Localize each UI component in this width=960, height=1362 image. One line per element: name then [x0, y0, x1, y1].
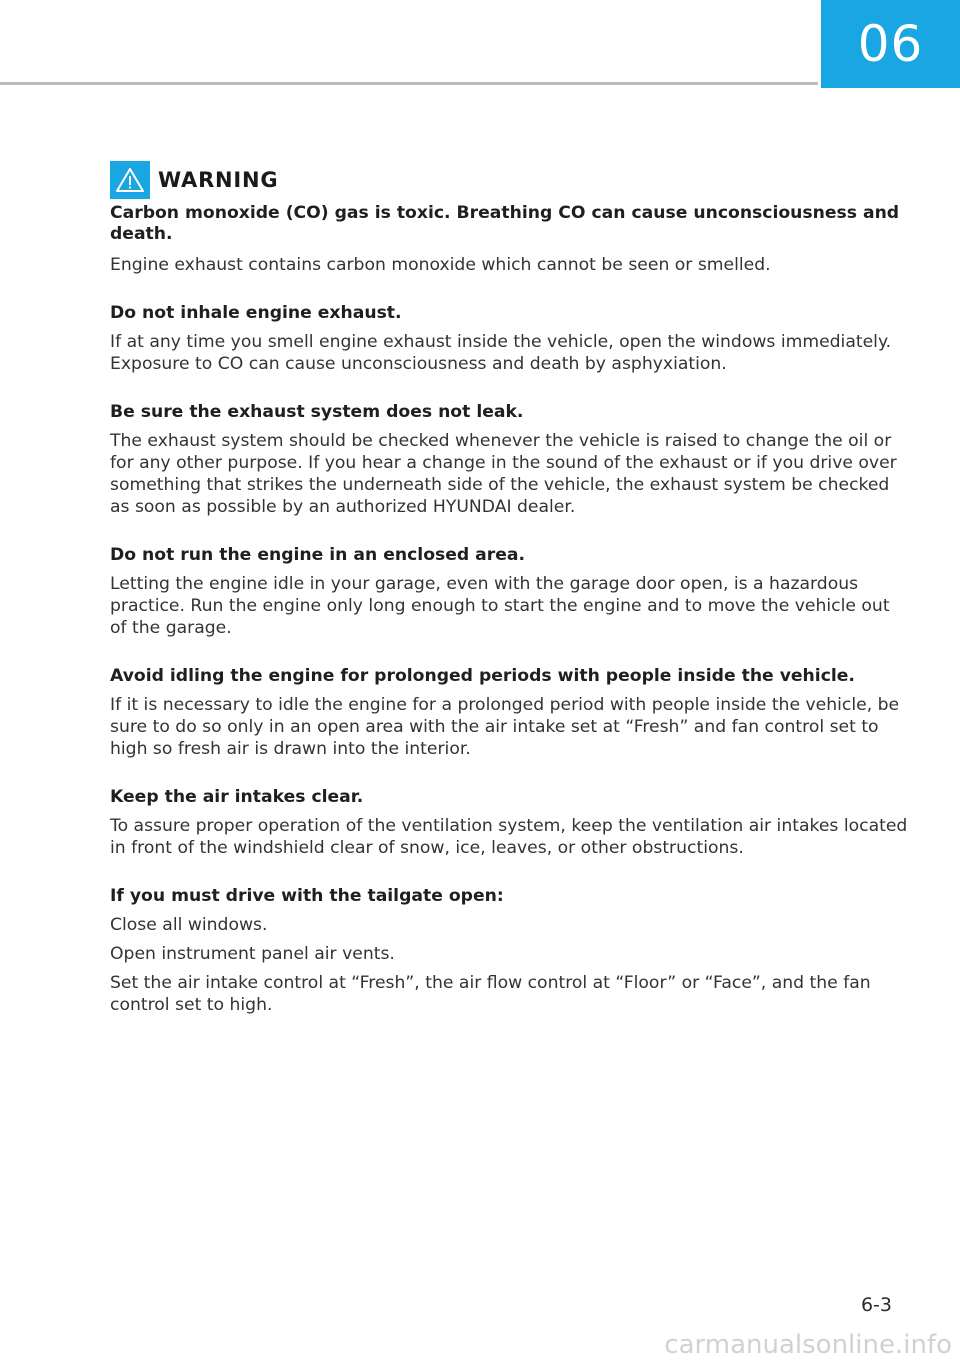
section-paragraph: If it is necessary to idle the engine for a prolonged period with people inside the vehicle, be sure to do so only in an open area with the air intake set at “Fresh” and fan control set to high so fresh air is drawn into the interior.: [110, 695, 900, 759]
section-heading: Keep the air intakes clear.: [110, 787, 364, 807]
section-enclosed-area: [110, 544, 910, 639]
warning-lead: Carbon monoxide (CO) gas is toxic. Breathing CO can cause unconsciousness and death.: [110, 203, 900, 244]
warning-triangle-icon: [110, 161, 150, 199]
section-tailgate-open: [110, 885, 910, 1016]
section-heading: Be sure the exhaust system does not leak.: [110, 402, 524, 422]
section-paragraph: Close all windows.: [110, 915, 268, 935]
section-air-intakes: [110, 786, 910, 859]
watermark: carmanualsonline.info: [664, 1330, 952, 1360]
section-heading: Avoid idling the engine for prolonged periods with people inside the vehicle.: [110, 666, 855, 686]
section-heading: If you must drive with the tailgate open:: [110, 886, 504, 906]
section-paragraph: Open instrument panel air vents.: [110, 944, 395, 964]
header-rule: [0, 82, 818, 85]
chapter-number: 06: [857, 15, 924, 73]
section-inhale: [110, 302, 910, 375]
section-paragraph: To assure proper operation of the ventilation system, keep the ventilation air intakes located in front of the windshield clear of snow, ice, leaves, or other obstructions.: [110, 816, 908, 858]
section-idling: [110, 665, 910, 760]
section-heading: Do not inhale engine exhaust.: [110, 303, 402, 323]
page-number: 6-3: [860, 1294, 892, 1316]
warning-header: [110, 158, 910, 202]
section-paragraph: The exhaust system should be checked whenever the vehicle is raised to change the oil or for any other purpose. If you hear a change in the sound of the exhaust or if you drive over something that strikes the underneath side of the vehicle, the exhaust system be checked as soon as possible by an authorized HYUNDAI dealer.: [110, 431, 897, 517]
section-paragraph: Set the air intake control at “Fresh”, the air flow control at “Floor” or “Face”, and the fan control set to high.: [110, 973, 871, 1015]
warning-intro: Engine exhaust contains carbon monoxide which cannot be seen or smelled.: [110, 255, 771, 275]
chapter-tab: [821, 0, 960, 88]
section-heading: Do not run the engine in an enclosed area.: [110, 545, 526, 565]
warning-title: WARNING: [158, 168, 279, 192]
section-paragraph: If at any time you smell engine exhaust inside the vehicle, open the windows immediately. Exposure to CO can cause unconsciousness and death by asphyxiation.: [110, 332, 892, 374]
warning-block: [110, 158, 910, 1016]
section-paragraph: Letting the engine idle in your garage, even with the garage door open, is a hazardous practice. Run the engine only long enough to start the engine and to move the vehicle out of the garage.: [110, 574, 890, 638]
section-exhaust-leak: [110, 401, 910, 518]
